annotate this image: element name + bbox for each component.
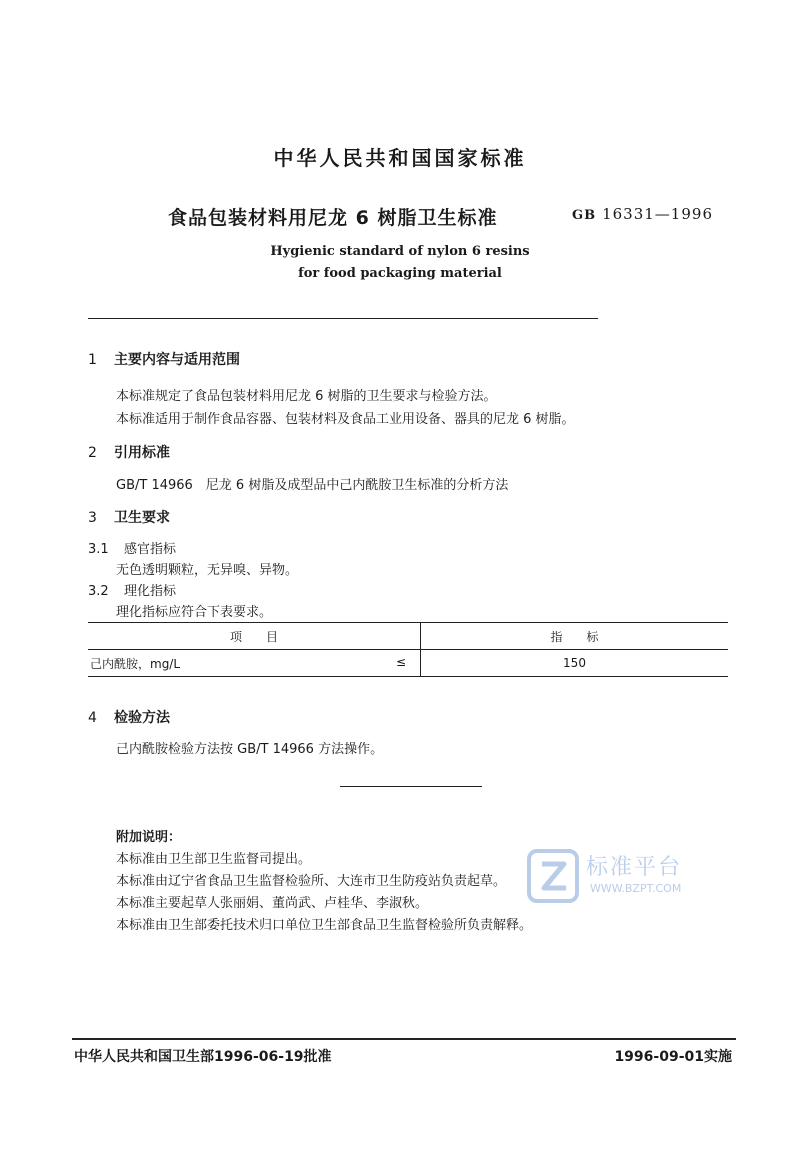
section-3-number: 3 [88,510,97,526]
section-2-number: 2 [88,445,97,461]
section-1-title: 主要内容与适用范围 [114,352,240,368]
notes-line-2: 本标准由辽宁省食品卫生监督检验所、大连市卫生防疫站负责起草。 [116,874,507,889]
section-4-number: 4 [88,710,97,726]
table-item-label: 己内酰胺，mg/L [90,656,181,671]
table-row [88,650,728,677]
section-3-1-text: 无色透明颗粒，无异嗅、异物。 [116,563,299,578]
english-title-line-2: for food packaging material [298,266,502,281]
notes-line-3: 本标准主要起草人张丽娟、董尚武、卢桂华、李淑秋。 [116,896,429,911]
notes-line-4: 本标准由卫生部委托技术归口单位卫生部食品卫生监督检验所负责解释。 [116,918,533,933]
national-standard-title: 中华人民共和国国家标准 [273,146,527,170]
section-4-title: 检验方法 [114,710,170,726]
header-divider [88,318,598,319]
section-2-reference: GB/T 14966 尼龙 6 树脂及成型品中己内酰胺卫生标准的分析方法 [116,478,509,493]
document-title: 食品包装材料用尼龙 6 树脂卫生标准 [168,207,498,229]
section-1-number: 1 [88,352,97,368]
notes-line-1: 本标准由卫生部卫生监督司提出。 [116,852,312,867]
standard-prefix: GB [572,208,597,223]
section-3-title: 卫生要求 [114,510,170,526]
notes-heading: 附加说明： [116,830,182,845]
watermark-url: WWW.BZPT.COM [590,882,682,895]
table-header-row [88,623,728,650]
section-3-1-number: 3.1 [88,542,109,557]
end-divider [340,786,482,787]
footer-divider [72,1038,736,1040]
implementation-date: 1996-09-01实施 [614,1049,732,1065]
section-1-para-1: 本标准规定了食品包装材料用尼龙 6 树脂的卫生要求与检验方法。 [116,389,497,404]
section-2-heading [88,442,170,462]
section-3-2-heading [88,580,176,599]
hygiene-spec-table [88,622,728,677]
table-header-index: 指 标 [421,623,729,650]
section-3-1-heading [88,538,176,557]
section-1-para-2: 本标准适用于制作食品容器、包装材料及食品工业用设备、器具的尼龙 6 树脂。 [116,412,575,427]
section-4-heading [88,707,170,727]
watermark-text: 标准平台 [586,855,683,880]
section-3-2-number: 3.2 [88,584,109,599]
english-title-line-1: Hygienic standard of nylon 6 resins [270,244,530,259]
watermark [526,848,726,908]
section-4-text: 己内酰胺检验方法按 GB/T 14966 方法操作。 [116,742,384,757]
table-cell-value: 150 [421,650,729,677]
section-1-heading [88,349,240,369]
section-3-2-text: 理化指标应符合下表要求。 [116,605,273,620]
table-header-item: 项 目 [88,623,421,650]
section-2-title: 引用标准 [114,445,170,461]
table-cell-item [88,650,421,677]
standard-code [572,205,713,223]
section-3-2-title: 理化指标 [124,584,177,599]
section-3-1-title: 感官指标 [124,542,177,557]
approval-info: 中华人民共和国卫生部1996-06-19批准 [74,1049,332,1065]
watermark-logo-icon [526,848,580,904]
standard-number: 16331—1996 [602,205,713,223]
table-item-operator: ≤ [395,655,406,669]
section-3-heading [88,507,170,527]
